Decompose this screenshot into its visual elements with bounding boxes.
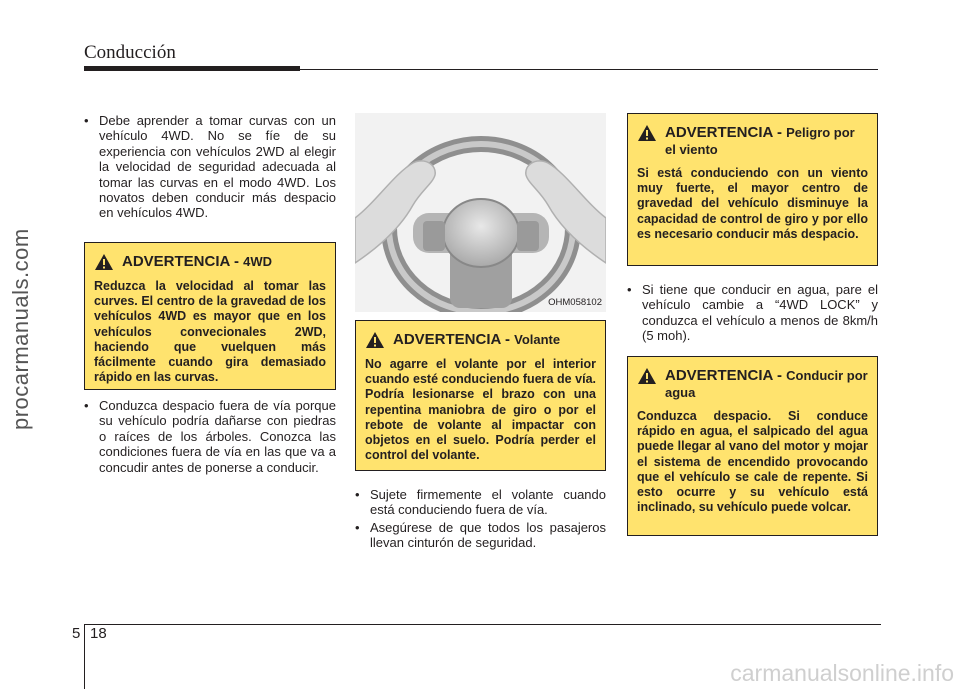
bullet-dot: •: [627, 282, 632, 297]
bullet-hold-wheel: [355, 487, 606, 518]
warning-box-wind: [627, 113, 878, 266]
warning-subtitle: Conducir por agua: [665, 368, 868, 400]
steering-wheel-illustration: [355, 113, 606, 312]
bullet-4wd-curves: [84, 113, 336, 221]
warning-body: Reduzca la velocidad al tomar las curves. El centro de la gravedad de los vehículos 4WD es mayor que en los vehículos convecionales 2WD, haciendo que vuelquen más fácilmente cuando gira demasiado rápido en las curvas.: [94, 279, 326, 385]
bullet-seatbelts: [355, 520, 606, 551]
warning-body: Conduzca despacio. Si conduce rápido en agua, el salpicado del agua puede llegar al vano del motor y mojar el sistema de encendido provocando que el vehículo se cale de repente. Si esto ocurre y su vehículo está inclinado, su vehículo puede volcar.: [637, 409, 868, 515]
bullet-dot: •: [355, 520, 360, 535]
bullet-dot: •: [84, 398, 89, 413]
bottom-watermark: carmanualsonline.info: [730, 660, 954, 686]
warning-heading: [94, 253, 326, 271]
warning-title: ADVERTENCIA -: [393, 331, 510, 348]
section-number: 5: [72, 625, 81, 642]
footer-rule: [84, 624, 881, 625]
warning-heading: [637, 367, 868, 401]
header-bar: [84, 66, 300, 71]
warning-box-water: [627, 356, 878, 536]
warning-triangle-icon: [637, 367, 657, 385]
warning-title: ADVERTENCIA -: [665, 367, 782, 384]
bullet-text: Debe aprender a tomar curvas con un vehículo 4WD. No se fíe de su experiencia con vehículos 2WD al elegir la velocidad de seguridad adecuada al tomar las curvas en el modo 4WD. Los novatos deben conducir más despacio en vehículos 4WD.: [99, 113, 336, 221]
warning-subtitle: 4WD: [243, 254, 273, 269]
warning-box-4wd: [84, 242, 336, 390]
steering-wheel-image: [355, 113, 606, 312]
warning-title: ADVERTENCIA -: [122, 253, 239, 270]
page-header-title: Conducción: [84, 42, 176, 63]
warning-title: ADVERTENCIA -: [665, 124, 782, 141]
warning-triangle-icon: [365, 331, 385, 349]
header-rule: [300, 69, 878, 70]
footer-divider: [84, 624, 85, 689]
bullet-text: Sujete firmemente el volante cuando está conduciendo fuera de vía.: [370, 487, 606, 518]
bullet-dot: •: [355, 487, 360, 502]
warning-box-volante: [355, 320, 606, 471]
bullet-offroad-slow: [84, 398, 336, 475]
page-number: 18: [90, 625, 107, 642]
warning-body: No agarre el volante por el interior cuando esté conduciendo fuera de vía. Podría lesionarse el brazo con una repentina maniobra de giro o por el rebote de volante al impactar con objetos en el suelo. Podría perder el control del volante.: [365, 357, 596, 463]
bullet-dot: •: [84, 113, 89, 128]
warning-subtitle: Volante: [514, 332, 561, 347]
warning-heading: [365, 331, 596, 349]
warning-body: Si está conduciendo con un viento muy fuerte, el mayor centro de gravedad del vehículo disminuye la capacidad de control de giro y por ello es necesario conducir más despacio.: [637, 166, 868, 241]
bullet-text: Asegúrese de que todos los pasajeros llevan cinturón de seguridad.: [370, 520, 606, 551]
warning-heading: [637, 124, 868, 158]
warning-triangle-icon: [94, 253, 114, 271]
bullet-water-driving: [627, 282, 878, 344]
warning-subtitle: Peligro por el viento: [665, 125, 855, 157]
bullet-text: Conduzca despacio fuera de vía porque su vehículo podría dañarse con piedras o raíces de los árboles. Conozca las condiciones fuera de vía en las que va a concudir antes de ponerse a conducir.: [99, 398, 336, 475]
side-watermark: procarmanuals.com: [8, 228, 33, 430]
bullet-text: Si tiene que conducir en agua, pare el vehículo cambie a “4WD LOCK” y conduzca el vehículo a menos de 8km/h (5 moh).: [642, 282, 878, 344]
image-caption: OHM058102: [548, 297, 602, 308]
warning-triangle-icon: [637, 124, 657, 142]
